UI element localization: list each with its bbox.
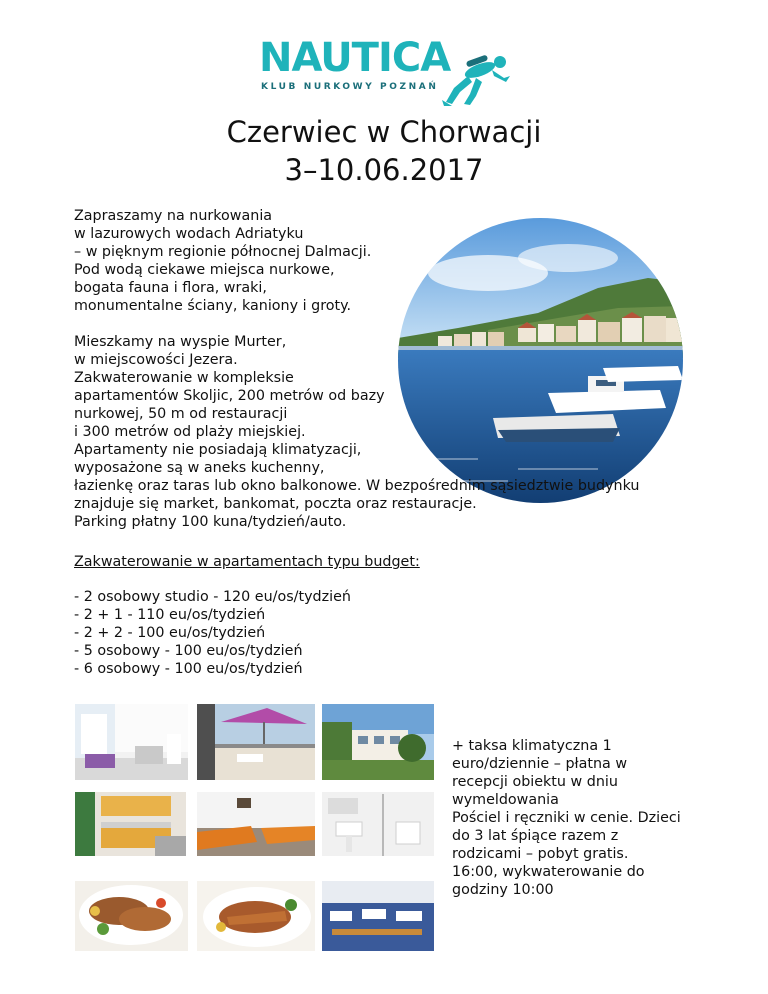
text-line: nurkowej, 50 m od restauracji [74, 406, 288, 422]
text-line: apartamentów Skoljic, 200 metrów od bazy [74, 388, 385, 404]
text-line: Mieszkamy na wyspie Murter, [74, 334, 287, 350]
text-line: łazienkę oraz taras lub okno balkonowe. W bezpośrednim sąsiedztwie budynku [74, 478, 640, 494]
diver-icon [440, 54, 520, 106]
text-line: recepcji obiektu w dniu [452, 774, 618, 790]
logo-subtitle: KLUB NURKOWY POZNAŃ [261, 82, 439, 92]
text-line: godziny 10:00 [452, 882, 554, 898]
list-item: - 5 osobowy - 100 eu/os/tydzień [74, 643, 303, 659]
text-line: i 300 metrów od plaży miejskiej. [74, 424, 306, 440]
photo-bathroom [322, 792, 434, 856]
text-line: Parking płatny 100 kuna/tydzień/auto. [74, 514, 347, 530]
page-title [0, 113, 768, 189]
list-item: - 2 + 2 - 100 eu/os/tydzień [74, 625, 266, 641]
accommodation-paragraph [74, 333, 639, 531]
extra-info [452, 737, 707, 899]
photo-building-exterior [322, 704, 434, 780]
logo-wordmark: NAUTICA [259, 35, 451, 81]
photo-bedroom [197, 792, 315, 856]
text-line: Pościel i ręczniki w cenie. Dzieci [452, 810, 681, 826]
text-line: Pod wodą ciekawe miejsca nurkowe, [74, 262, 335, 278]
title-line-2: 3–10.06.2017 [284, 153, 484, 187]
text-line: + taksa klimatyczna 1 [452, 738, 612, 754]
text-line: w miejscowości Jezera. [74, 352, 238, 368]
text-line: w lazurowych wodach Adriatyku [74, 226, 304, 242]
list-item: - 2 + 1 - 110 eu/os/tydzień [74, 607, 266, 623]
title-line-1: Czerwiec w Chorwacji [226, 115, 542, 149]
list-item: - 6 osobowy - 100 eu/os/tydzień [74, 661, 303, 677]
text-line: Zapraszamy na nurkowania [74, 208, 273, 224]
text-line: – w pięknym regionie północnej Dalmacji. [74, 244, 372, 260]
text-line: Zakwaterowanie w kompleksie [74, 370, 294, 386]
photo-kitchen [75, 792, 186, 856]
text-line: 16:00, wykwaterowanie do [452, 864, 645, 880]
text-line: rodzicami – pobyt gratis. [452, 846, 629, 862]
text-line: wyposażone są w aneks kuchenny, [74, 460, 325, 476]
intro-paragraph [74, 207, 371, 315]
pricing-list [74, 588, 351, 678]
nautica-logo [255, 36, 520, 108]
text-line: znajduje się market, bankomat, poczta oraz restauracje. [74, 496, 477, 512]
pricing-heading: Zakwaterowanie w apartamentach typu budget: [74, 554, 420, 570]
text-line: euro/dziennie – płatna w [452, 756, 628, 772]
text-line: wymeldowania [452, 792, 559, 808]
text-line: monumentalne ściany, kaniony i groty. [74, 298, 352, 314]
text-line: Apartamenty nie posiadają klimatyzacji, [74, 442, 362, 458]
photo-terrace [197, 704, 315, 780]
photo-fish-dish [197, 881, 315, 951]
photo-studio-interior [75, 704, 188, 780]
list-item: - 2 osobowy studio - 120 eu/os/tydzień [74, 589, 351, 605]
text-line: do 3 lat śpiące razem z [452, 828, 619, 844]
photo-restaurant [322, 881, 434, 951]
text-line: bogata fauna i flora, wraki, [74, 280, 267, 296]
photo-grilled-meat [75, 881, 188, 951]
